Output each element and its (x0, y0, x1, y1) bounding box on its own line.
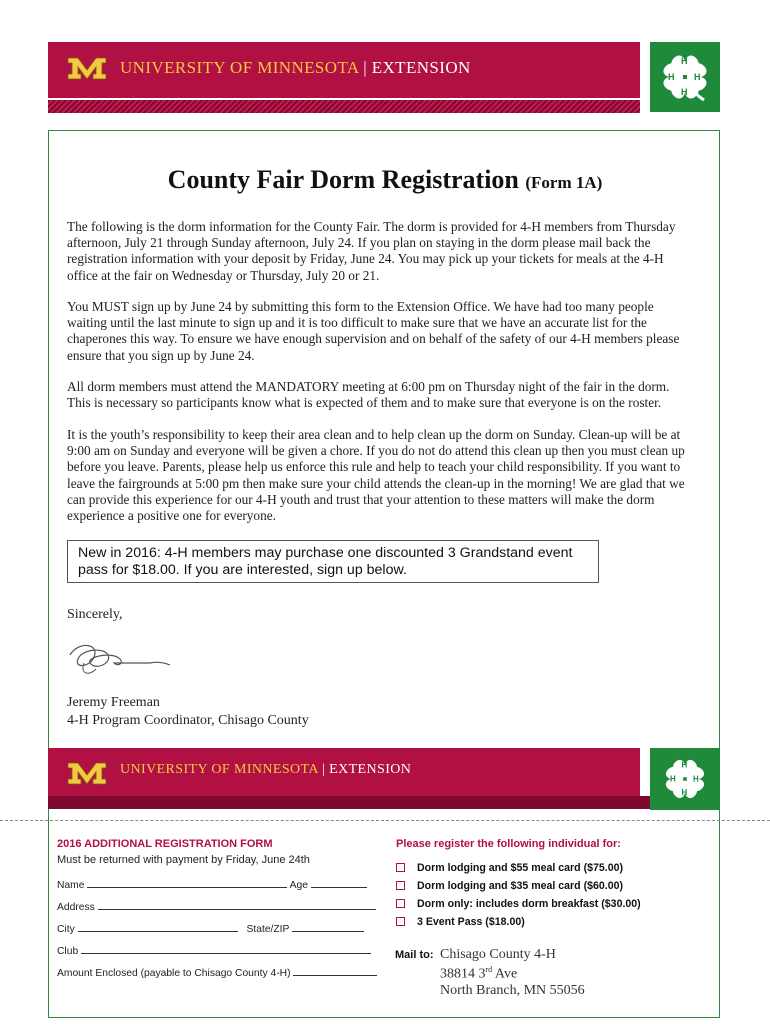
address-field-row (57, 899, 376, 913)
city-input-line[interactable] (78, 921, 238, 932)
mail-address-city: North Branch, MN 55056 (440, 983, 585, 998)
brand-extension: EXTENSION (371, 58, 471, 77)
form-heading: 2016 ADDITIONAL REGISTRATION FORM (57, 838, 273, 850)
address-label: Address (57, 902, 95, 913)
state-zip-input-line[interactable] (292, 921, 364, 932)
university-m-logo (66, 759, 108, 787)
svg-text:H: H (668, 72, 675, 82)
paragraph-cleanup: It is the youth’s responsibility to keep their area clean and to help clean up the dorm on Sunday. Clean-up will be at 9:00 am on Sunday and everyone will be given a chore. If you do not do attend this clean up then you must clean up before you leave. Parents, please help us enforce this rule and help to teach your child responsibility. If you want to leave the fairgrounds at 5:00 pm then make sure your child attends the clean-up in the morning! We are glad that we can provide this experience for our 4-H youth and trust that your attention to these matters will make the dorm experience a positive one for everyone. (67, 427, 685, 524)
svg-text:H: H (694, 72, 701, 82)
title-form-number: (Form 1A) (525, 173, 603, 192)
address-input-line[interactable] (98, 899, 376, 910)
brand-text (120, 762, 411, 778)
4h-clover-icon (650, 748, 720, 810)
title-main: County Fair Dorm Registration (167, 165, 519, 194)
options-heading: Please register the following individual for: (396, 838, 621, 850)
svg-text:H: H (681, 760, 688, 770)
club-input-line[interactable] (81, 943, 371, 954)
signature-image (60, 633, 200, 683)
4h-clover-icon (650, 42, 720, 112)
signer-role: 4-H Program Coordinator, Chisago County (67, 713, 309, 728)
option-checkbox[interactable] (396, 863, 405, 872)
svg-text:H: H (681, 787, 688, 797)
mail-to-label: Mail to: (395, 949, 434, 961)
signer-name: Jeremy Freeman (67, 695, 160, 710)
amount-input-line[interactable] (293, 965, 377, 976)
paragraph-intro: The following is the dorm information for the County Fair. The dorm is provided for 4-H members from Thursday afternoon, July 21 through Sunday afternoon, July 24. If you plan on staying in the dorm please mail back the registration information with your deposit by Friday, June 24. You may pick up your tickets for meals at the 4-H office at the fair on Wednesday or Thursday, July 20 or 21. (67, 219, 676, 283)
option-checkbox[interactable] (396, 899, 405, 908)
brand-main: UNIVERSITY OF MINNESOTA (120, 58, 359, 77)
name-label: Name (57, 880, 85, 891)
svg-text:H: H (681, 56, 688, 66)
notice-box: New in 2016: 4-H members may purchase one discounted 3 Grandstand event pass for $18.00. If you are interested, sign up below. (67, 540, 599, 583)
salutation: Sincerely, (67, 607, 123, 622)
paragraph-deadline: You MUST sign up by June 24 by submitting this form to the Extension Office. We have had too many people waiting until the last minute to sign up and it is too difficult to make sure that we have an accurate list for the chaperones this way. To ensure we have enough supervision and on behalf of the safety of our 4-H members please ensure that you sign up by June 24. (67, 299, 680, 363)
brand-separator: | (318, 762, 330, 777)
svg-text:H: H (669, 774, 676, 784)
option-checkbox[interactable] (396, 917, 405, 926)
svg-text:H: H (692, 774, 699, 784)
name-input-line[interactable] (87, 877, 287, 888)
cut-line (0, 820, 770, 821)
header-banner (48, 42, 640, 98)
age-label: Age (289, 880, 308, 891)
street-number: 38814 3 (440, 966, 486, 982)
mail-address-street (440, 965, 517, 983)
state-zip-label: State/ZIP (246, 924, 290, 935)
option-label: Dorm lodging and $55 meal card ($75.00) (417, 862, 624, 874)
city-field-row (57, 921, 364, 935)
club-field-row (57, 943, 371, 957)
footer-stripe (48, 796, 718, 809)
street-name: Ave (492, 966, 518, 982)
amount-label: Amount Enclosed (payable to Chisago County 4-H) (57, 968, 291, 979)
brand-extension: EXTENSION (329, 762, 412, 777)
footer-banner (48, 748, 640, 796)
page-title (0, 165, 770, 195)
brand-main: UNIVERSITY OF MINNESOTA (120, 762, 319, 777)
option-label: Dorm lodging and $35 meal card ($60.00) (417, 880, 624, 892)
option-label: Dorm only: includes dorm breakfast ($30.00) (417, 898, 641, 910)
age-input-line[interactable] (311, 877, 367, 888)
amount-field-row (57, 965, 377, 979)
paragraph-meeting: All dorm members must attend the MANDATORY meeting at 6:00 pm on Thursday night of the fair in the dorm. This is necessary so participants know what is expected of them and to make sure that everyone is on the roster. (67, 379, 670, 411)
club-label: Club (57, 946, 79, 957)
brand-separator: | (358, 58, 372, 77)
option-label: 3 Event Pass ($18.00) (417, 916, 525, 928)
form-subheading: Must be returned with payment by Friday, June 24th (57, 854, 310, 866)
option-checkbox[interactable] (396, 881, 405, 890)
header-stripes (48, 100, 640, 113)
city-label: City (57, 924, 75, 935)
name-field-row (57, 877, 367, 891)
street-suffix: rd (485, 965, 493, 974)
svg-text:H: H (681, 87, 688, 97)
mail-address-org: Chisago County 4-H (440, 947, 556, 962)
brand-text (120, 58, 471, 78)
university-m-logo (66, 54, 108, 82)
